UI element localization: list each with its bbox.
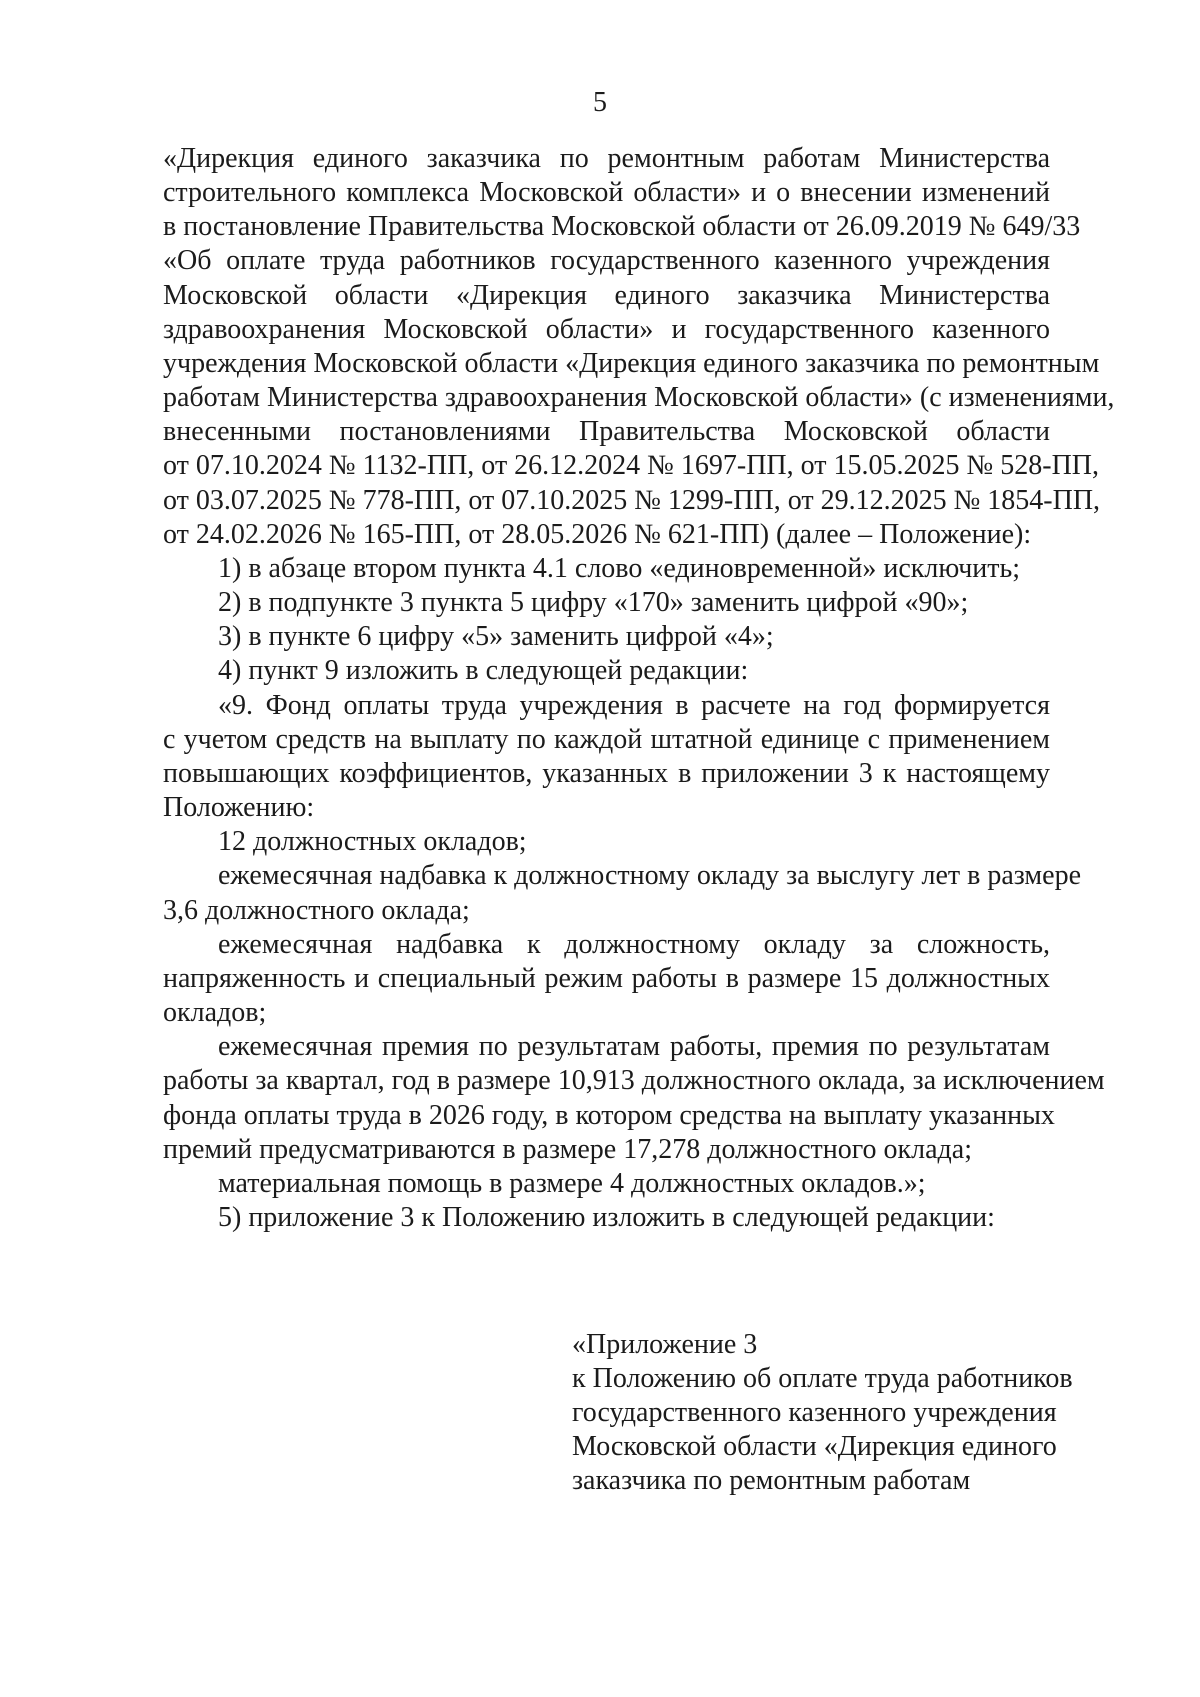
text-line: повышающих коэффициентов, указанных в приложении 3 к настоящему [163, 758, 1050, 789]
text-line: окладов; [163, 997, 267, 1028]
text-line: 5) приложение 3 к Положению изложить в следующей редакции: [218, 1202, 995, 1233]
text-line: 3,6 должностного оклада; [163, 895, 470, 926]
text-line: ежемесячная надбавка к должностному окладу за выслугу лет в размере [218, 860, 1082, 891]
text-line: «Об оплате труда работников государственного казенного учреждения [163, 245, 1050, 276]
page-number: 5 [593, 87, 607, 118]
text-line: строительного комплекса Московской области» и о внесении изменений [163, 177, 1050, 208]
text-line: здравоохранения Московской области» и государственного казенного [163, 314, 1050, 345]
text-line: внесенными постановлениями Правительства Московской области [163, 416, 1050, 447]
text-line: 12 должностных окладов; [218, 826, 527, 857]
list-item: 3) в пункте 6 цифру «5» заменить цифрой «4»; [218, 621, 774, 652]
text-line: учреждения Московской области «Дирекция единого заказчика по ремонтным [163, 348, 1100, 379]
text-line: от 07.10.2024 № 1132-ПП, от 26.12.2024 № 1697-ПП, от 15.05.2025 № 528-ПП, [163, 450, 1100, 481]
text-line: ежемесячная премия по результатам работы, премия по результатам [218, 1031, 1050, 1062]
appendix-line: Московской области «Дирекция единого [572, 1431, 1057, 1462]
text-line: в постановление Правительства Московской области от 26.09.2019 № 649/33 [163, 211, 1081, 242]
appendix-header [572, 1328, 1172, 1498]
text-line: Московской области «Дирекция единого заказчика Министерства [163, 280, 1050, 311]
appendix-line: государственного казенного учреждения [572, 1397, 1057, 1428]
text-line: Положению: [163, 792, 315, 823]
text-line: материальная помощь в размере 4 должностных окладов.»; [218, 1168, 926, 1199]
text-line: с учетом средств на выплату по каждой штатной единице с применением [163, 724, 1050, 755]
text-line: от 24.02.2026 № 165-ПП, от 28.05.2026 № 621-ПП) (далее – Положение): [163, 519, 1032, 550]
text-line: от 03.07.2025 № 778-ПП, от 07.10.2025 № 1299-ПП, от 29.12.2025 № 1854-ПП, [163, 485, 1101, 516]
text-line: работам Министерства здравоохранения Московской области» (с изменениями, [163, 382, 1115, 413]
text-line: напряженность и специальный режим работы в размере 15 должностных [163, 963, 1050, 994]
appendix-line: «Приложение 3 [572, 1329, 758, 1360]
text-line: премий предусматриваются в размере 17,278 должностного оклада; [163, 1134, 972, 1165]
text-line: фонда оплаты труда в 2026 году, в котором средства на выплату указанных [163, 1100, 1055, 1131]
list-item: 2) в подпункте 3 пункта 5 цифру «170» заменить цифрой «90»; [218, 587, 969, 618]
text-line: «Дирекция единого заказчика по ремонтным работам Министерства [163, 143, 1050, 174]
list-item: 4) пункт 9 изложить в следующей редакции: [218, 655, 749, 686]
appendix-line: к Положению об оплате труда работников [572, 1363, 1073, 1394]
appendix-line: заказчика по ремонтным работам [572, 1465, 971, 1496]
text-line: ежемесячная надбавка к должностному окладу за сложность, [218, 929, 1050, 960]
text-line: работы за квартал, год в размере 10,913 должностного оклада, за исключением [163, 1065, 1105, 1096]
text-line: «9. Фонд оплаты труда учреждения в расчете на год формируется [218, 690, 1050, 721]
list-item: 1) в абзаце втором пункта 4.1 слово «единовременной» исключить; [218, 553, 1021, 584]
